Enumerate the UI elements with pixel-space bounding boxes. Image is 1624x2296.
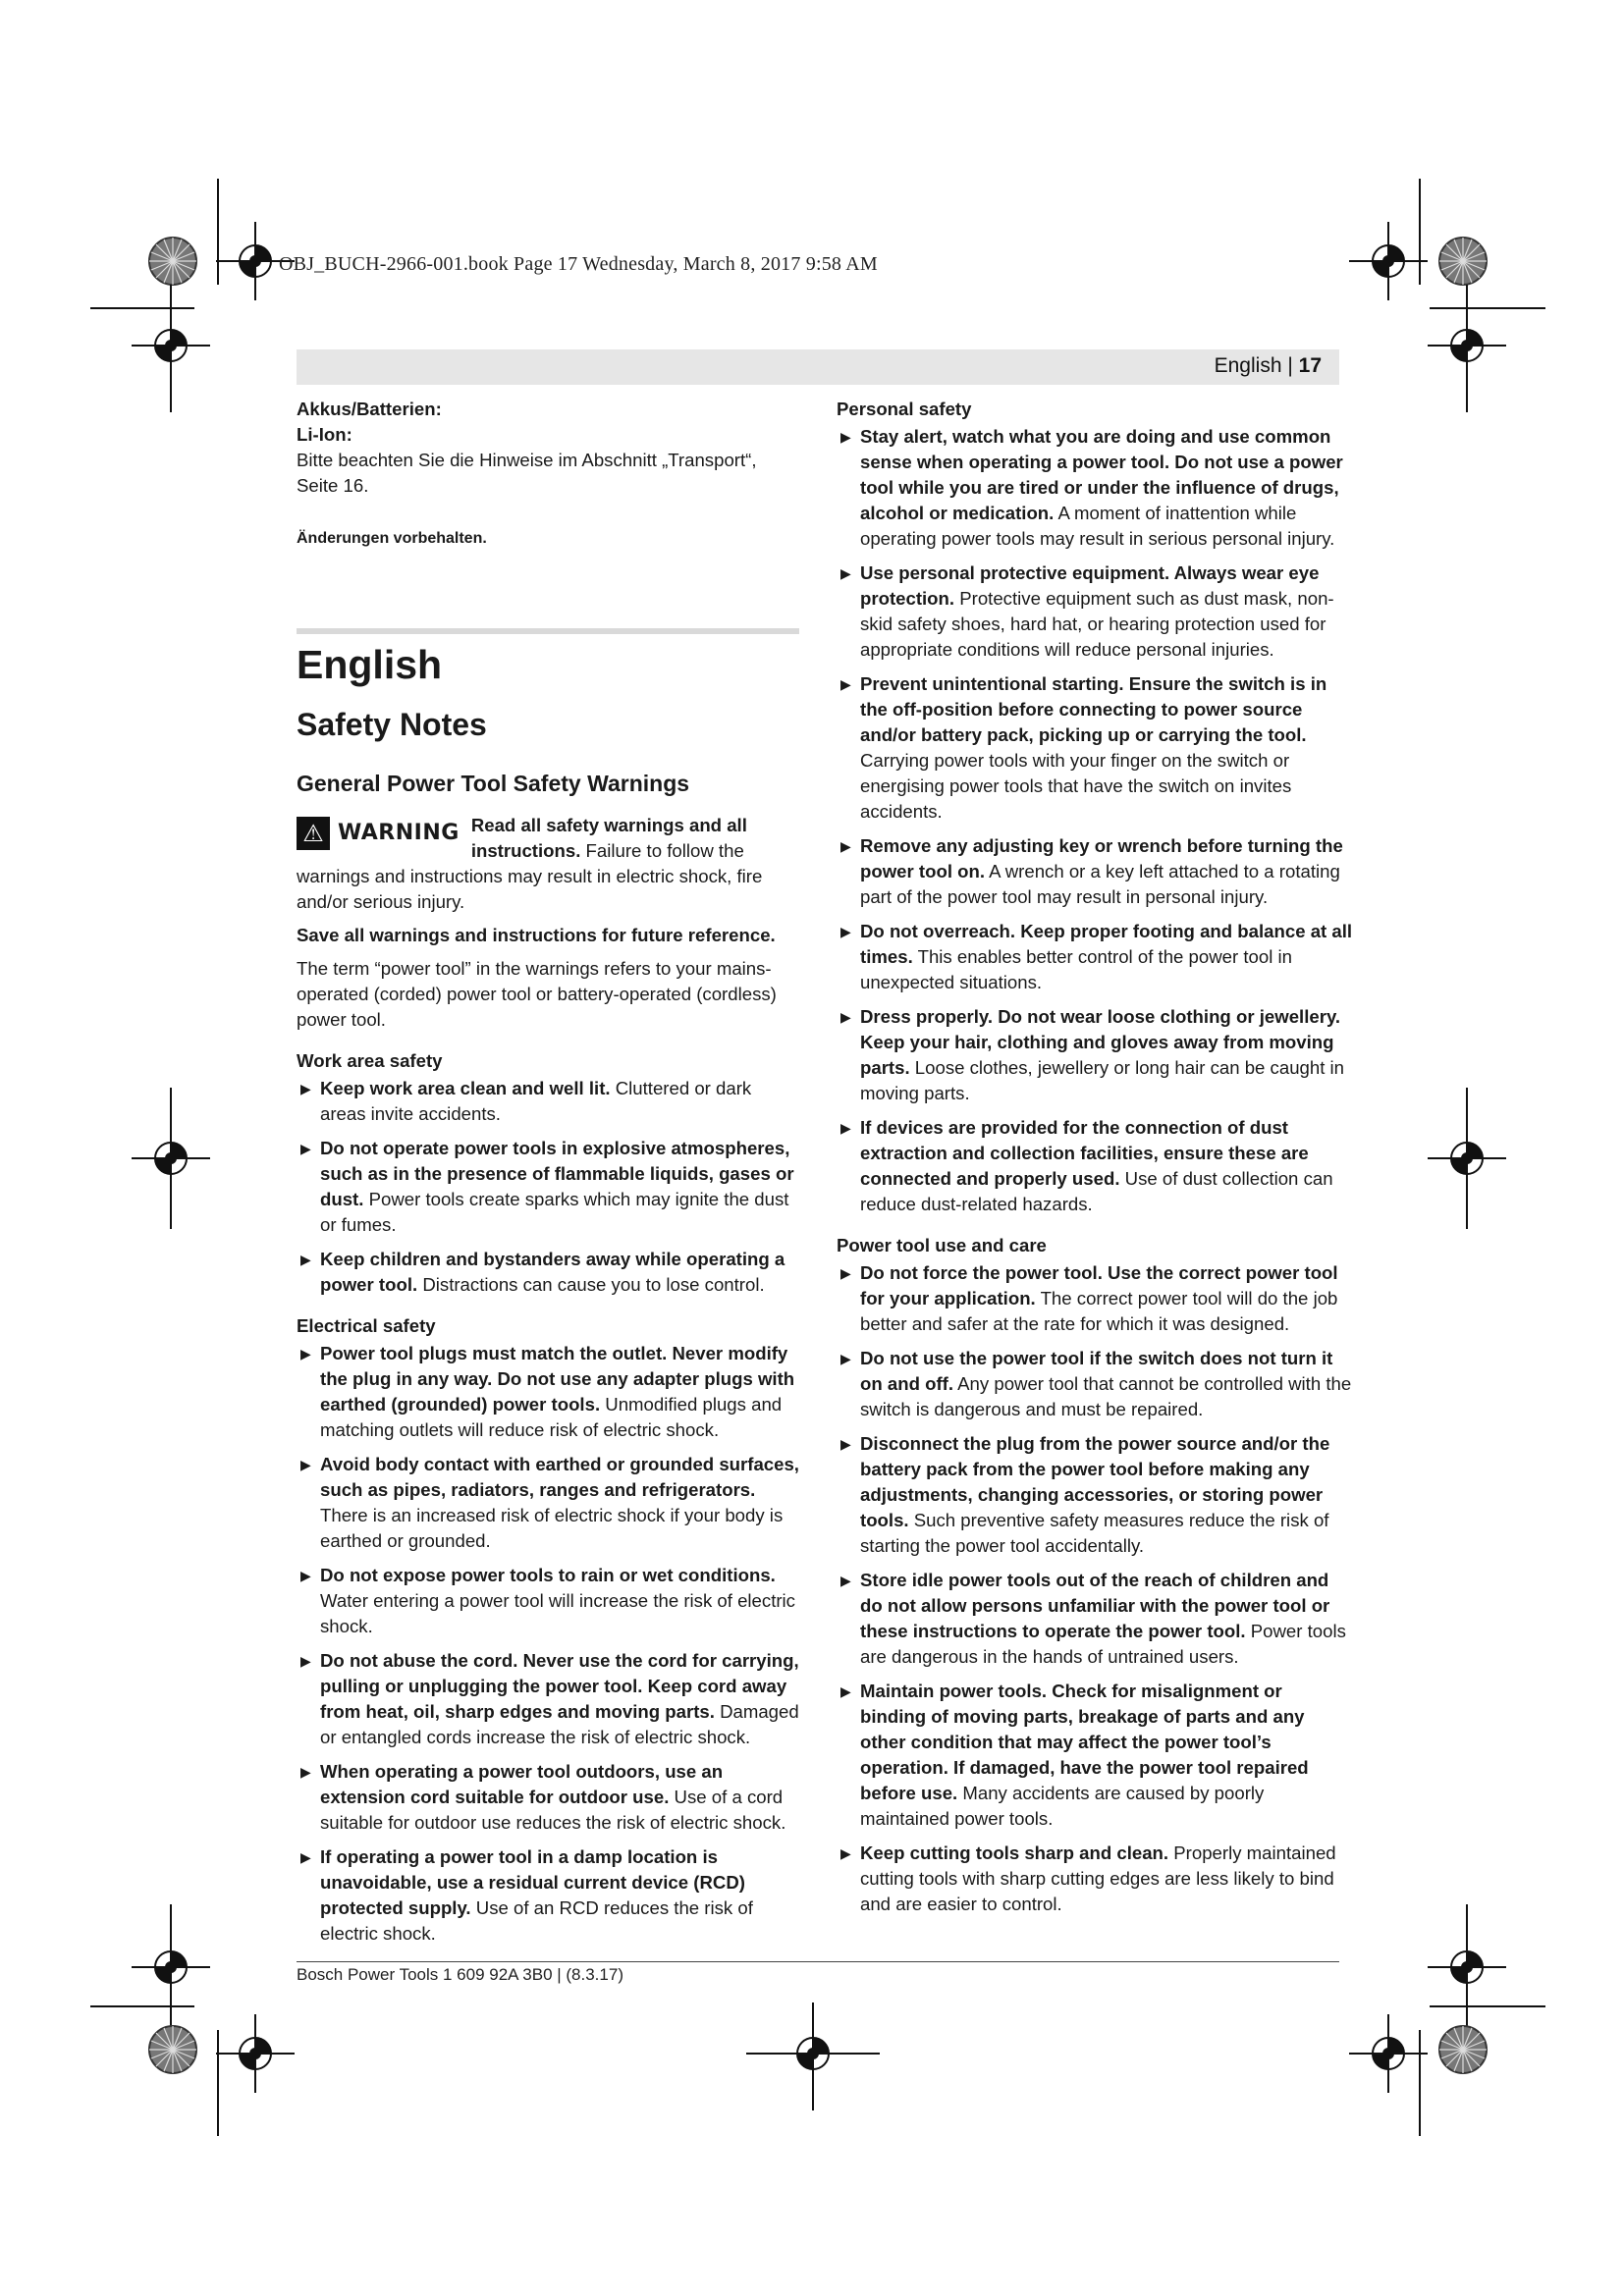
item-text: Power tools are dangerous in the hands of untrained users.	[860, 1621, 1346, 1667]
tool-use-heading: Power tool use and care	[837, 1235, 1047, 1255]
page-header-label	[1215, 354, 1322, 378]
page-number: 17	[1298, 354, 1322, 377]
list-item	[837, 1115, 1353, 1217]
item-bold: Prevent unintentional starting. Ensure the switch is in the off-position before connecting to power source and/or battery pack, picking up or carrying the tool.	[860, 673, 1327, 745]
list-item	[297, 1648, 799, 1750]
item-bold: Keep cutting tools sharp and clean.	[860, 1842, 1169, 1863]
section-title: Safety Notes	[297, 707, 487, 742]
warning-text: Failure to follow the warnings and instructions may result in electric shock, fire and/or serious injury.	[297, 840, 763, 912]
item-bold: If operating a power tool in a damp location is unavoidable, use a residual current device (RCD) protected supply.	[320, 1846, 745, 1918]
warning-badge	[297, 817, 460, 850]
list-item	[297, 1136, 799, 1238]
changes-note: Änderungen vorbehalten.	[297, 530, 487, 547]
item-text: Power tools create sparks which may ignite the dust or fumes.	[320, 1189, 789, 1235]
save-instructions: Save all warnings and instructions for future reference.	[297, 925, 776, 945]
list-item	[837, 1260, 1353, 1337]
list-item	[297, 1452, 799, 1554]
item-bold: Remove any adjusting key or wrench before turning the power tool on.	[860, 835, 1343, 881]
bullet-arrow-icon: ▶	[300, 1764, 311, 1780]
item-text: A wrench or a key left attached to a rotating part of the power tool may result in personal injury.	[860, 861, 1340, 907]
list-item	[837, 671, 1353, 825]
section-divider	[297, 628, 799, 634]
bullet-arrow-icon: ▶	[840, 1573, 851, 1588]
electrical-list	[297, 1341, 799, 1947]
item-bold: Do not abuse the cord. Never use the cord for carrying, pulling or unplugging the power tool. Keep cord away from heat, oil, sharp edges and moving parts.	[320, 1650, 799, 1722]
bullet-arrow-icon: ▶	[840, 1436, 851, 1452]
bullet-arrow-icon: ▶	[840, 676, 851, 692]
subsection-title: General Power Tool Safety Warnings	[297, 771, 690, 796]
item-bold: Do not use the power tool if the switch does not turn it on and off.	[860, 1348, 1333, 1394]
item-bold: Dress properly. Do not wear loose clothing or jewellery. Keep your hair, clothing and gloves away from moving parts.	[860, 1006, 1341, 1078]
term-definition: The term “power tool” in the warnings refers to your mains-operated (corded) power tool or battery-operated (cordless) power tool.	[297, 958, 777, 1030]
item-text: The correct power tool will do the job better and safer at the rate for which it was designed.	[860, 1288, 1338, 1334]
liion-text: Bitte beachten Sie die Hinweise im Abschnitt „Transport“, Seite 16.	[297, 450, 757, 496]
battery-heading: Akkus/Batterien:	[297, 399, 442, 419]
warning-block	[297, 813, 799, 915]
bullet-arrow-icon: ▶	[840, 1009, 851, 1025]
item-bold: Do not overreach. Keep proper footing and balance at all times.	[860, 921, 1353, 967]
list-item	[297, 1076, 799, 1127]
page-footer: Bosch Power Tools 1 609 92A 3B0 | (8.3.17)	[297, 1965, 623, 1984]
footer-divider	[297, 1961, 1339, 1962]
liion-heading: Li-Ion:	[297, 424, 352, 445]
bullet-arrow-icon: ▶	[300, 1141, 311, 1156]
tool-use-list	[837, 1260, 1353, 1917]
bullet-arrow-icon: ▶	[300, 1653, 311, 1669]
list-item	[837, 1841, 1353, 1917]
item-bold: Use personal protective equipment. Always wear eye protection.	[860, 562, 1320, 609]
item-bold: Avoid body contact with earthed or grounded surfaces, such as pipes, radiators, ranges and refrigerators.	[320, 1454, 799, 1500]
list-item	[297, 1247, 799, 1298]
list-item	[837, 919, 1353, 995]
warning-word: WARNING	[338, 821, 460, 845]
item-text: Unmodified plugs and matching outlets will reduce risk of electric shock.	[320, 1394, 783, 1440]
list-item	[837, 1431, 1353, 1559]
bullet-arrow-icon: ▶	[300, 1568, 311, 1583]
item-bold: Keep work area clean and well lit.	[320, 1078, 611, 1098]
page-header-bar	[297, 349, 1339, 385]
item-bold: Keep children and bystanders away while operating a power tool.	[320, 1249, 785, 1295]
item-text: A moment of inattention while operating power tools may result in serious personal injury.	[860, 503, 1335, 549]
item-bold: Stay alert, watch what you are doing and use common sense when operating a power tool. Do not use a power tool while you are tired or under the influence of drugs, alcohol or medication.	[860, 426, 1343, 523]
bullet-arrow-icon: ▶	[840, 1351, 851, 1366]
bullet-arrow-icon: ▶	[840, 1683, 851, 1699]
work-area-list	[297, 1076, 799, 1298]
item-text: Many accidents are caused by poorly maintained power tools.	[860, 1783, 1265, 1829]
list-item	[837, 1004, 1353, 1106]
list-item	[837, 1679, 1353, 1832]
bullet-arrow-icon: ▶	[840, 1120, 851, 1136]
bullet-arrow-icon: ▶	[300, 1346, 311, 1362]
item-text: Distractions can cause you to lose control.	[417, 1274, 765, 1295]
bullet-arrow-icon: ▶	[840, 1845, 851, 1861]
item-text: Use of an RCD reduces the risk of electric shock.	[320, 1897, 753, 1944]
personal-safety-heading: Personal safety	[837, 399, 972, 419]
bullet-arrow-icon: ▶	[840, 565, 851, 581]
item-bold: Do not operate power tools in explosive atmospheres, such as in the presence of flammable liquids, gases or dust.	[320, 1138, 794, 1209]
warning-triangle-icon: ⚠	[297, 817, 330, 850]
list-item	[837, 833, 1353, 910]
item-text: Use of a cord suitable for outdoor use reduces the risk of electric shock.	[320, 1787, 786, 1833]
item-text: Cluttered or dark areas invite accidents.	[320, 1078, 752, 1124]
left-column	[297, 397, 799, 1947]
header-language: English	[1214, 354, 1282, 377]
right-column	[837, 397, 1353, 1917]
item-text: Loose clothes, jewellery or long hair can be caught in moving parts.	[860, 1057, 1345, 1103]
bullet-arrow-icon: ▶	[840, 924, 851, 939]
bullet-arrow-icon: ▶	[840, 838, 851, 854]
item-text: Properly maintained cutting tools with sharp cutting edges are less likely to bind and are easier to control.	[860, 1842, 1336, 1914]
item-bold: Power tool plugs must match the outlet. Never modify the plug in any way. Do not use any adapter plugs with earthed (grounded) power tools.	[320, 1343, 795, 1415]
list-item	[837, 424, 1353, 552]
language-title: English	[297, 642, 443, 687]
bullet-arrow-icon: ▶	[840, 1265, 851, 1281]
list-item	[297, 1341, 799, 1443]
item-text: Use of dust collection can reduce dust-related hazards.	[860, 1168, 1333, 1214]
item-bold: If devices are provided for the connection of dust extraction and collection facilities, ensure these are connected and properly used.	[860, 1117, 1309, 1189]
list-item	[297, 1563, 799, 1639]
item-bold: Disconnect the plug from the power source and/or the battery pack from the power tool before making any adjustments, changing accessories, or storing power tools.	[860, 1433, 1330, 1530]
item-text: There is an increased risk of electric shock if your body is earthed or grounded.	[320, 1505, 784, 1551]
item-bold: Maintain power tools. Check for misalignment or binding of moving parts, breakage of parts and any other condition that may affect the power tool’s operation. If damaged, have the power tool repaired before use.	[860, 1681, 1309, 1803]
bullet-arrow-icon: ▶	[840, 429, 851, 445]
item-text: Carrying power tools with your finger on the switch or energising power tools that have the switch on invites accidents.	[860, 750, 1292, 822]
item-text: Any power tool that cannot be controlled with the switch is dangerous and must be repaired.	[860, 1373, 1352, 1419]
list-item	[837, 561, 1353, 663]
bullet-arrow-icon: ▶	[300, 1849, 311, 1865]
item-text: Such preventive safety measures reduce the risk of starting the power tool accidentally.	[860, 1510, 1329, 1556]
item-bold: Store idle power tools out of the reach of children and do not allow persons unfamiliar with the power tool or these instructions to operate the power tool.	[860, 1570, 1330, 1641]
item-text: Protective equipment such as dust mask, non-skid safety shoes, hard hat, or hearing protection used for appropriate conditions will reduce personal injuries.	[860, 588, 1334, 660]
bullet-arrow-icon: ▶	[300, 1457, 311, 1472]
list-item	[297, 1844, 799, 1947]
bullet-arrow-icon: ▶	[300, 1081, 311, 1096]
personal-safety-list	[837, 424, 1353, 1217]
list-item	[297, 1759, 799, 1836]
list-item	[837, 1346, 1353, 1422]
bullet-arrow-icon: ▶	[300, 1252, 311, 1267]
electrical-heading: Electrical safety	[297, 1315, 436, 1336]
item-bold: Do not force the power tool. Use the correct power tool for your application.	[860, 1262, 1338, 1308]
warning-bold-text: Read all safety warnings and all instructions.	[470, 815, 747, 861]
item-bold: Do not expose power tools to rain or wet conditions.	[320, 1565, 776, 1585]
list-item	[837, 1568, 1353, 1670]
item-bold: When operating a power tool outdoors, use an extension cord suitable for outdoor use.	[320, 1761, 724, 1807]
work-area-heading: Work area safety	[297, 1050, 443, 1071]
item-text: Water entering a power tool will increase the risk of electric shock.	[320, 1590, 795, 1636]
print-slug: OBJ_BUCH-2966-001.book Page 17 Wednesday, March 8, 2017 9:58 AM	[279, 253, 878, 275]
header-separator: |	[1281, 354, 1299, 377]
item-text: This enables better control of the power tool in unexpected situations.	[860, 946, 1292, 992]
item-text: Damaged or entangled cords increase the risk of electric shock.	[320, 1701, 799, 1747]
